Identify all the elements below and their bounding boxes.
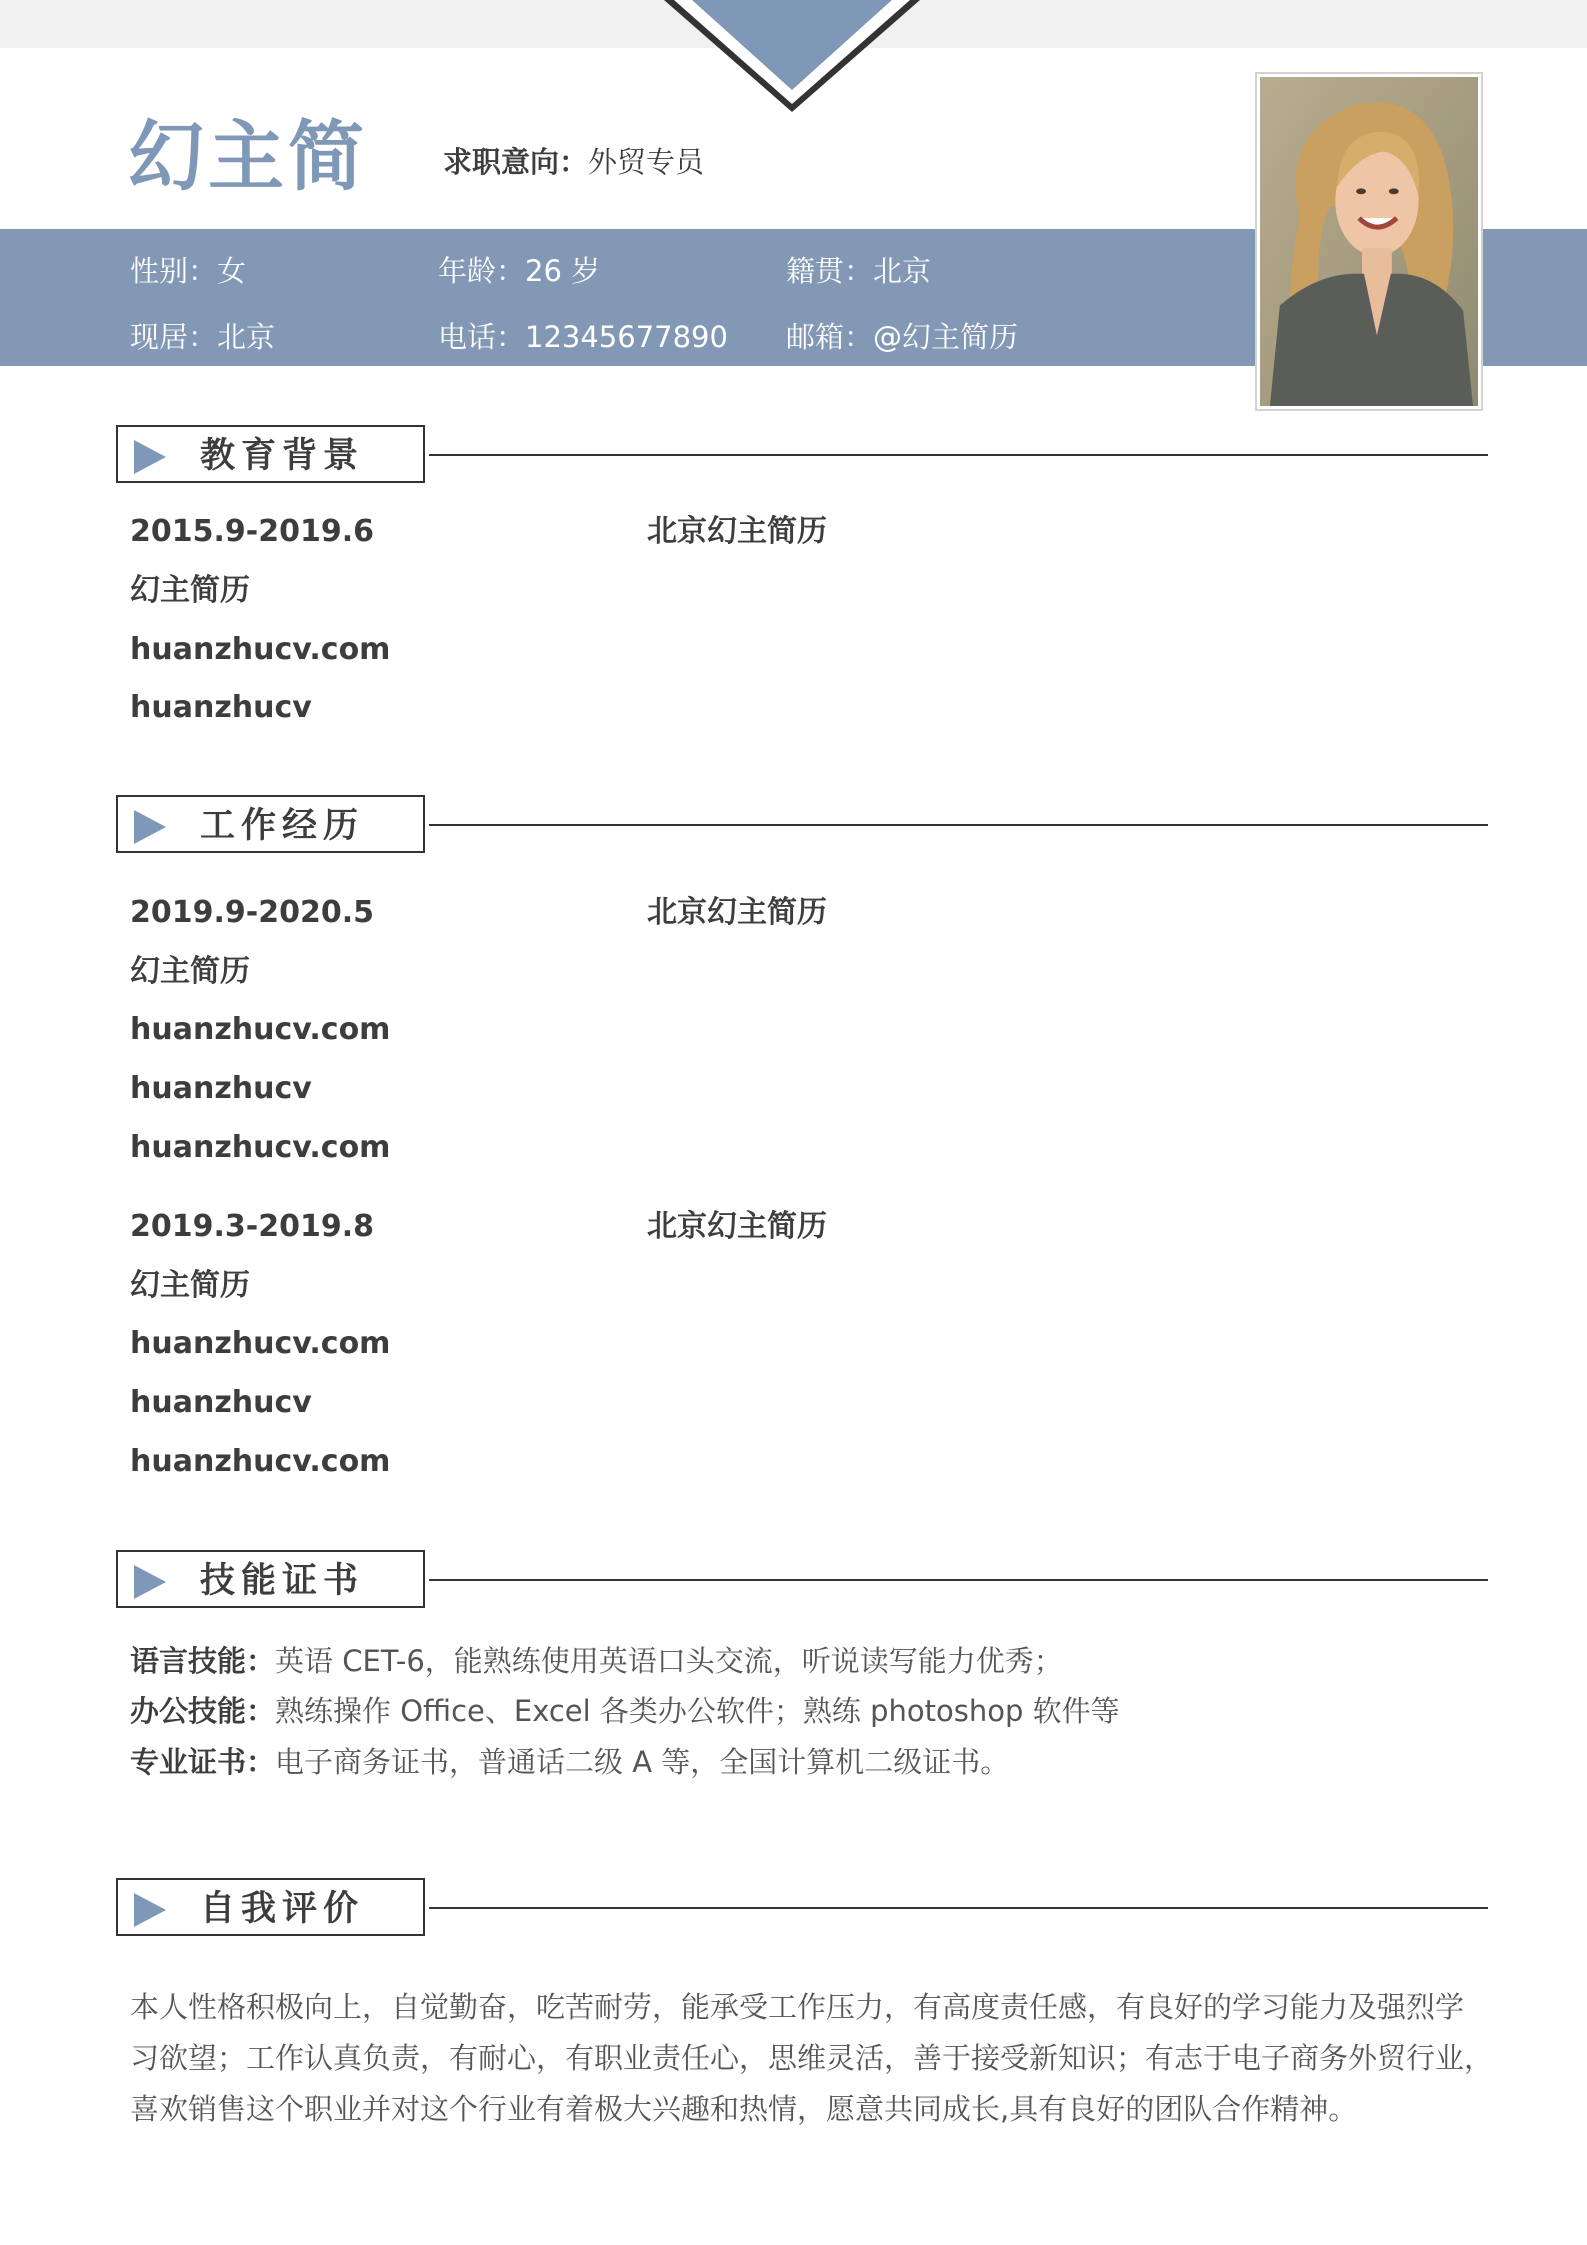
- education-school: 北京幻主简历: [647, 514, 827, 549]
- section-divider: [429, 824, 1488, 826]
- section-divider: [429, 454, 1488, 456]
- work-detail: 幻主简历: [130, 954, 250, 989]
- work-detail: huanzhucv.com: [130, 1326, 391, 1361]
- skill-row: [130, 1742, 1009, 1782]
- section-title-box: [116, 1550, 425, 1608]
- section-title-box: [116, 425, 425, 483]
- portrait-image: [1260, 77, 1478, 406]
- education-date: 2015.9-2019.6: [130, 514, 374, 549]
- section-title-box: [116, 795, 425, 853]
- skill-row: [130, 1691, 1120, 1731]
- objective-value: 外贸专员: [588, 145, 705, 179]
- play-triangle-icon: [134, 1893, 166, 1927]
- section-title-box: [116, 1878, 425, 1936]
- work-detail: huanzhucv: [130, 1071, 312, 1106]
- hometown-info: 籍贯：北京: [786, 254, 932, 288]
- work-detail: huanzhucv.com: [130, 1444, 391, 1479]
- self-evaluation-section-header: [116, 1878, 1488, 1938]
- work-detail: huanzhucv.com: [130, 1130, 391, 1165]
- section-divider: [429, 1907, 1488, 1909]
- education-detail: huanzhucv: [130, 690, 312, 725]
- objective-label: 求职意向：: [443, 145, 589, 179]
- section-title: 技能证书: [200, 1561, 365, 1601]
- age-info: 年龄：26 岁: [438, 254, 601, 288]
- skill-label: 专业证书：: [130, 1745, 276, 1779]
- work-section-header: [116, 795, 1488, 855]
- gender-info: 性别：女: [130, 254, 247, 288]
- phone-info: 电话：12345677890: [438, 320, 728, 354]
- self-evaluation-line: 习欲望；工作认真负责，有耐心，有职业责任心，思维灵活，善于接受新知识；有志于电子商务外贸行业，: [130, 2041, 1494, 2075]
- skill-row: [130, 1641, 1063, 1681]
- work-detail: 幻主简历: [130, 1268, 250, 1303]
- work-detail: huanzhucv.com: [130, 1012, 391, 1047]
- skill-text: 电子商务证书，普通话二级 A 等，全国计算机二级证书。: [275, 1745, 1010, 1779]
- section-divider: [429, 1579, 1488, 1581]
- skill-label: 办公技能：: [130, 1694, 276, 1728]
- work-date: 2019.3-2019.8: [130, 1209, 374, 1244]
- education-detail: 幻主简历: [130, 573, 250, 608]
- job-objective: [443, 142, 704, 182]
- education-section-header: [116, 425, 1488, 485]
- skills-section-header: [116, 1550, 1488, 1610]
- education-detail: huanzhucv.com: [130, 632, 391, 667]
- self-evaluation-line: 本人性格积极向上，自觉勤奋，吃苦耐劳，能承受工作压力，有高度责任感，有良好的学习能力及强烈学: [130, 1990, 1465, 2024]
- self-evaluation-line: 喜欢销售这个职业并对这个行业有着极大兴趣和热情，愿意共同成长,具有良好的团队合作精神。: [130, 2092, 1358, 2126]
- skill-text: 熟练操作 Office、Excel 各类办公软件；熟练 photoshop 软件等: [275, 1694, 1120, 1728]
- play-triangle-icon: [134, 1565, 166, 1599]
- section-title: 自我评价: [200, 1889, 365, 1929]
- residence-info: 现居：北京: [130, 320, 276, 354]
- work-company: 北京幻主简历: [647, 895, 827, 930]
- play-triangle-icon: [134, 440, 166, 474]
- profile-photo: [1255, 72, 1483, 411]
- play-triangle-icon: [134, 810, 166, 844]
- skill-label: 语言技能：: [130, 1644, 276, 1678]
- section-title: 教育背景: [200, 436, 365, 476]
- work-detail: huanzhucv: [130, 1385, 312, 1420]
- section-title: 工作经历: [200, 806, 365, 846]
- skill-text: 英语 CET-6，能熟练使用英语口头交流，听说读写能力优秀；: [275, 1644, 1063, 1678]
- work-date: 2019.9-2020.5: [130, 895, 374, 930]
- email-info: 邮箱：@幻主简历: [786, 320, 1019, 354]
- work-company: 北京幻主简历: [647, 1209, 827, 1244]
- candidate-name: 幻主简: [128, 112, 368, 201]
- header-chevron-decoration: [662, 0, 922, 118]
